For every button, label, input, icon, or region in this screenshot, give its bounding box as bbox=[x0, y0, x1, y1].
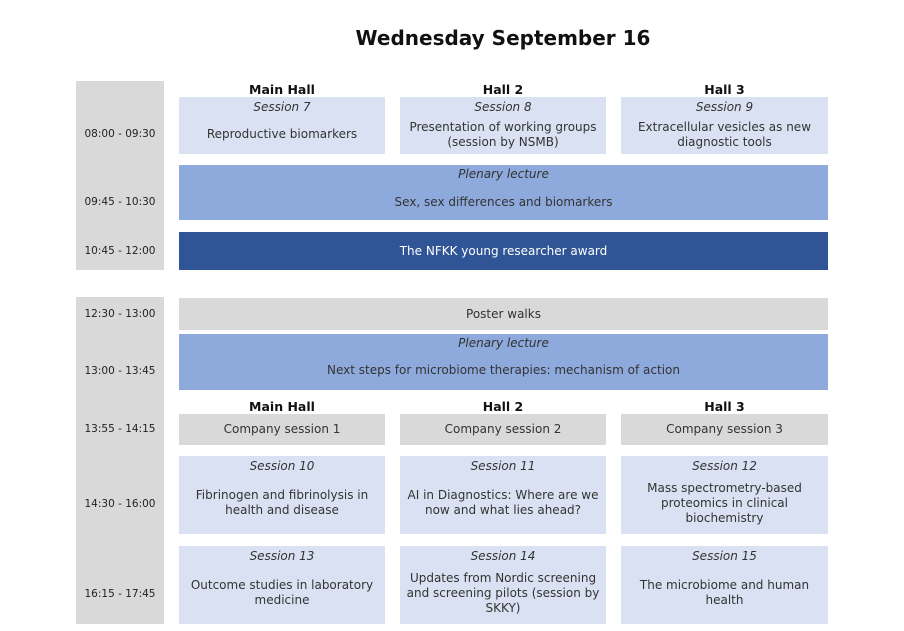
session-number: Session 10 bbox=[249, 459, 315, 473]
hall-header-main: Main Hall bbox=[249, 399, 315, 414]
session-number: Session 14 bbox=[470, 549, 536, 563]
time-label: 12:30 - 13:00 bbox=[84, 308, 156, 320]
time-label: 08:00 - 09:30 bbox=[84, 128, 156, 140]
session-topic: Fibrinogen and fibrinolysis in health and disease bbox=[195, 488, 369, 517]
session-number: Session 12 bbox=[692, 459, 757, 473]
session-topic: The NFKK young researcher award bbox=[399, 243, 608, 258]
session-11-card[interactable] bbox=[400, 456, 606, 534]
session-topic: Next steps for microbiome therapies: mechanism of action bbox=[327, 363, 680, 377]
time-column-afternoon bbox=[76, 297, 164, 624]
session-topic: Reproductive biomarkers bbox=[206, 127, 358, 141]
session-number: Session 13 bbox=[249, 549, 315, 563]
session-13-card[interactable] bbox=[179, 546, 385, 624]
session-15-card[interactable] bbox=[621, 546, 828, 624]
session-topic: Company session 3 bbox=[666, 422, 783, 436]
hall-header-3: Hall 3 bbox=[704, 82, 745, 97]
time-label: 10:45 - 12:00 bbox=[84, 245, 156, 257]
session-number: Session 15 bbox=[692, 549, 757, 563]
hall-header-3: Hall 3 bbox=[704, 399, 745, 414]
session-12-card[interactable] bbox=[621, 456, 828, 534]
session-topic: Updates from Nordic screening and screening pilots (session by SKKY) bbox=[406, 571, 600, 615]
time-label: 16:15 - 17:45 bbox=[84, 588, 156, 600]
company-session-2-card[interactable] bbox=[400, 414, 606, 445]
hall-header-2: Hall 2 bbox=[482, 399, 524, 414]
session-8-card[interactable] bbox=[400, 97, 606, 154]
session-number: Plenary lecture bbox=[458, 167, 549, 181]
session-14-card[interactable] bbox=[400, 546, 606, 624]
time-label: 09:45 - 10:30 bbox=[84, 196, 156, 208]
time-column-morning bbox=[76, 81, 164, 270]
plenary-lecture-card[interactable] bbox=[179, 334, 828, 390]
session-number: Plenary lecture bbox=[458, 336, 549, 350]
session-topic: Outcome studies in laboratory medicine bbox=[190, 578, 374, 607]
time-label: 14:30 - 16:00 bbox=[84, 498, 156, 510]
company-session-3-card[interactable] bbox=[621, 414, 828, 445]
session-topic: Poster walks bbox=[466, 306, 541, 321]
company-session-1-card[interactable] bbox=[179, 414, 385, 445]
session-topic: Company session 1 bbox=[223, 422, 341, 436]
award-card[interactable] bbox=[179, 232, 828, 270]
session-number: Session 8 bbox=[474, 100, 532, 114]
plenary-lecture-card[interactable] bbox=[179, 165, 828, 220]
session-topic: Extracellular vesicles as new diagnostic tools bbox=[637, 120, 812, 149]
session-topic: Presentation of working groups (session by NSMB) bbox=[409, 120, 597, 149]
session-number: Session 9 bbox=[695, 100, 754, 114]
session-7-card[interactable] bbox=[179, 97, 385, 154]
poster-walks-card[interactable] bbox=[179, 298, 828, 330]
session-topic: Sex, sex differences and biomarkers bbox=[394, 195, 613, 209]
session-number: Session 7 bbox=[253, 100, 311, 114]
session-topic: The microbiome and human health bbox=[639, 578, 810, 607]
session-topic: Mass spectrometry-based proteomics in clinical biochemistry bbox=[647, 481, 802, 525]
session-10-card[interactable] bbox=[179, 456, 385, 534]
hall-header-main: Main Hall bbox=[249, 82, 315, 97]
hall-header-2: Hall 2 bbox=[482, 82, 524, 97]
time-label: 13:55 - 14:15 bbox=[84, 423, 156, 435]
session-topic: AI in Diagnostics: Where are we now and what lies ahead? bbox=[407, 488, 599, 517]
session-topic: Company session 2 bbox=[444, 422, 562, 436]
page-title: Wednesday September 16 bbox=[355, 26, 651, 50]
session-9-card[interactable] bbox=[621, 97, 828, 154]
session-number: Session 11 bbox=[470, 459, 536, 473]
time-label: 13:00 - 13:45 bbox=[84, 365, 156, 377]
